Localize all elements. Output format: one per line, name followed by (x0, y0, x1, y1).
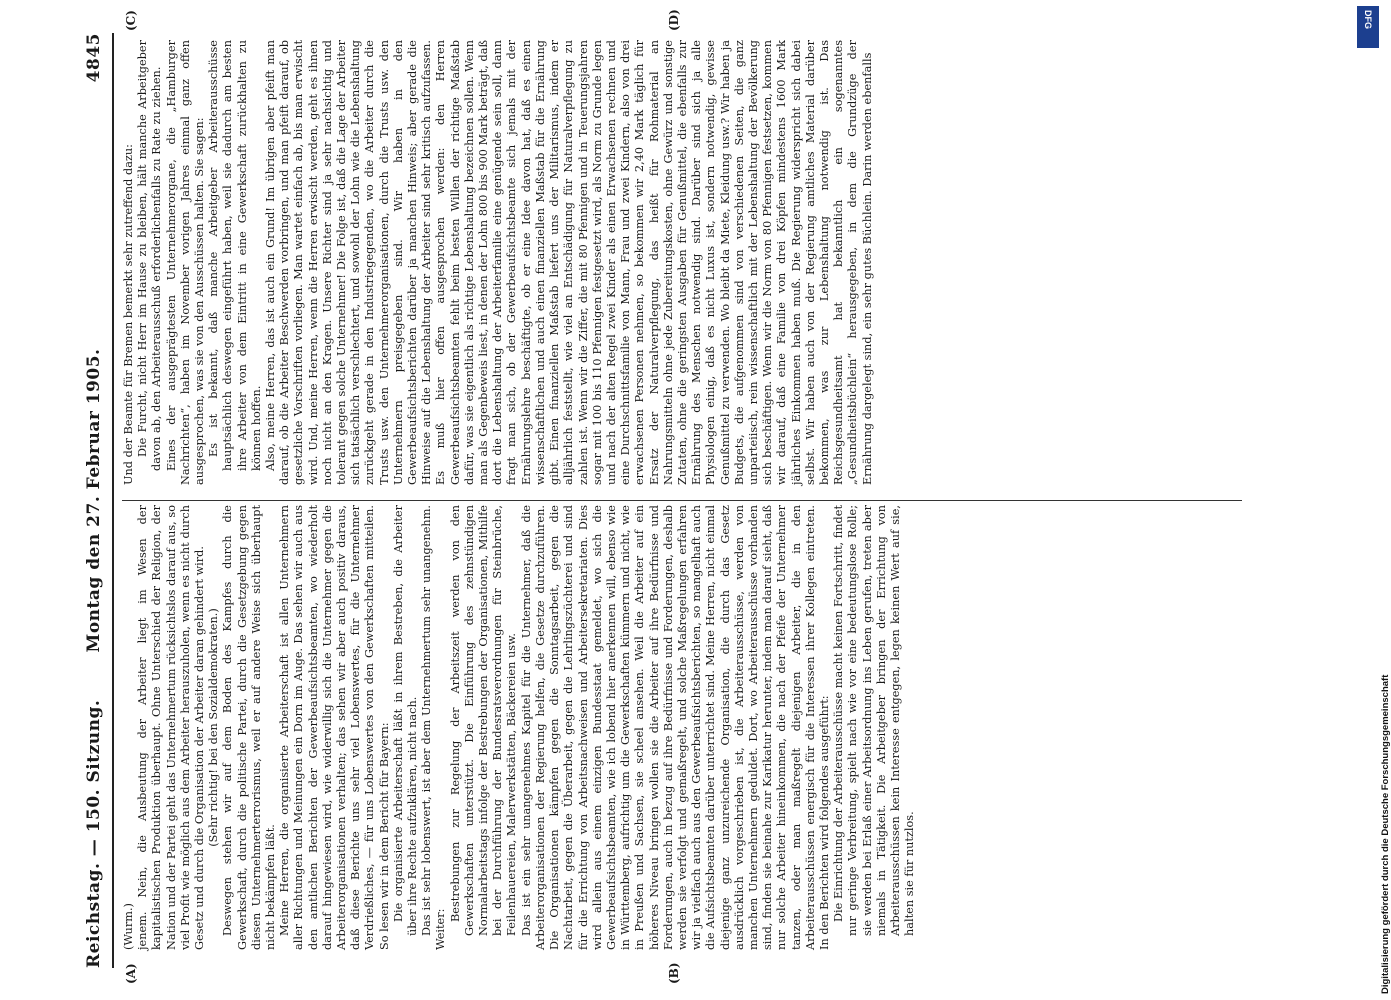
paragraph: Meine Herren, die organisierte Arbeiterschaft ist allen Unternehmern aller Richtungen und Meinungen ein Dorn im Auge. Das sehen wir auch aus den amtlichen Berichten der Gewerbeaufsichtsbeamten, wo wiederholt darauf hingewiesen wird, wie widerwillig sich die Unternehmer gegen die Arbeiterorganisationen verhalten; das sehen wir aber auch positiv daraus, daß diese Berichte uns sehr viel Lobenswertes, für die Unternehmer Verdrießliches, — für uns Lobenswertes von den Gewerkschaften mitteilen. So lesen wir in dem Bericht für Bayern: (278, 505, 391, 950)
digitization-credit (1353, 0, 1391, 1000)
header-date: Montag den 27. Februar 1905. (84, 348, 104, 653)
quotation: Die organisierte Arbeiterschaft läßt in ihrem Bestreben, die Arbeiter über ihre Rechte aufzuklären, nicht nach. (391, 505, 420, 936)
header-session: Reichstag. — 150. Sitzung. (84, 699, 104, 968)
marker-c: (C) (124, 10, 138, 31)
paragraph: Und der Beamte für Bremen bemerkt sehr zutreffend dazu: (122, 144, 135, 485)
quotation: Es ist bekannt, daß manche Arbeitgeber Arbeiterausschüsse hauptsächlich deswegen eingeführt haben, weil sie dadurch am besten ihre Arbeiter von dem Eintritt in eine Gewerkschaft zurückhalten zu können hoffen. (207, 40, 263, 471)
paragraph: jenem. Nein, die Ausbeutung der Arbeiter liegt im Wesen der kapitalistischen Produktion überhaupt. Ohne Unterschied der Religion, der Nation und der Partei geht das Unternehmertum rücksichtslos darauf aus, so viel Profit wie möglich aus dem Arbeiter herauszuholen, wenn es nicht durch Gesetz und durch die Organisation der Arbeiter daran gehindert wird. (136, 505, 207, 950)
paragraph: Also, meine Herren, das ist auch ein Grund! Im übrigen aber pfeift man darauf, ob die Arbeiter Beschwerden vorbringen, und man pfeift darauf, ob gesetzliche Vorschriften vorliegen. Man wartet einfach ab, bis man erwischt wird. Und, meine Herren, wenn die Herren erwischt werden, geht es ihnen noch nicht an den Kragen. Unsere Richter sind ja sehr nachsichtig und tolerant gegen solche Unternehmer! Die Folge ist, daß die Lage der Arbeiter sich tatsächlich verschlechtert, und sowohl der Lohn wie die Lebenshaltung zurückgeht gerade in den Industriegegenden, wo die Arbeiter durch die Trusts usw. den Unternehmerorganisationen, durch die Trusts usw. den Unternehmern preisgegeben sind. Wir haben in den Gewerbeaufsichtsberichten darüber ja manchen Hinweis; aber gerade die Hinweise auf die Lebenshaltung der Arbeiter sind sehr kritisch aufzufassen. Es muß hier offen ausgesprochen werden: den Herren Gewerbeaufsichtsbeamten fehlt beim besten Willen der richtige Maßstab dafür, was sie eigentlich als richtige Lebenshaltung bezeichnen sollen. Wenn man als Gegenbeweis liest, in denen der Lohn 800 bis 900 Mark beträgt, daß dort die Lebenshaltung der Arbeiterfamilie eine genügende sein soll, dann fragt man sich, ob der Gewerbeaufsichtsbeamte sich jemals mit der Ernährungslehre beschäftigte, ob er eine Idee davon hat, daß es einen wissenschaftlichen und auch einen finanziellen Maßstab für die Ernährung gibt. Einen finanziellen Maßstab liefert uns der Militarismus, indem er alljährlich feststellt, wie viel an Entschädigung für Naturalverpflegung zu zahlen ist. Wenn wir die Ziffer, die mit 80 Pfennigen und in Teuerungsjahren sogar mit 100 bis 110 Pfennigen festgesetzt wird, als Norm zu Grunde legen und nach der alten Regel zwei Kinder als einen Erwachsenen rechnen und eine Durchschnittsfamilie von Mann, Frau und zwei Kindern, also von drei erwachsenen Personen nehmen, so bekommen wir 2,40 Mark täglich für Ersatz der Naturalverpflegung, das heißt für Rohmaterial an Nahrungsmitteln ohne jede Zubereitungskosten, ohne Gewürz und sonstige Zutaten, ohne die geringsten Ausgaben für Genußmittel, die ebenfalls zur Ernährung des Menschen notwendig sind. Darüber sind sich ja alle Physiologen einig, daß es nicht Luxus ist, sondern notwendig, gewisse Genußmittel zu verwenden. Wo bleibt da Miete, Kleidung usw.? Wir haben ja Budgets, die aufgenommen sind von verschiedenen Seiten, die ganz unparteiisch, rein wissenschaftlich mit der Lebenshaltung der Bevölkerung sich beschäftigen. Wenn wir die Norm von 80 Pfennigen festsetzen, kommen wir darauf, daß eine Familie von drei Köpfen mindestens 1600 Mark jährliches Einkommen haben muß. Die Regierung widerspricht sich dabei selbst. Wir haben auch von der Regierung amtliches Material darüber bekommen, was zur Lebenshaltung notwendig ist. Das Reichsgesundheitsamt hat bekanntlich ein sogenanntes „Gesundheitsbüchlein“ herausgegeben, in dem die Grundzüge der Ernährung dargelegt sind, ein sehr gutes Büchlein. Darin werden ebenfalls (264, 40, 874, 485)
quotation: Bestrebungen zur Regelung der Arbeitszeit werden von den Gewerkschaften unterstützt. Die Einführung des zehnstündigen Normalarbeitstags infolge der Bestrebungen der Organisationen, Mithilfe bei der Durchführung der Bundesratsverordnungen für Steinbrüche, Feilenhauereien, Malerwerkstätten, Bäckereien usw. (448, 505, 519, 936)
paragraph: Das ist sehr lobenswert, ist aber dem Unternehmertum sehr unangenehm. Weiter: (420, 505, 448, 950)
paragraph: Das ist ein sehr unangenehmes Kapitel für die Unternehmer, daß die Arbeiterorganisationen der Regierung helfen, die Gesetze durchzuführen. Die Organisationen kämpfen gegen die Sonntagsarbeit, gegen die Nachtarbeit, gegen die Überarbeit, gegen die Lehrlingszüchterei und sind für die Errichtung von Arbeitsnachweisen und Arbeitersekretariaten. Dies wird allein aus einem einzigen Bundesstaat gemeldet, wo sich die Gewerbeaufsichtsbeamten, wie ich lobend hier anerkennen will, ebenso wie in Württemberg, aufrichtig um die Gewerkschaften kümmern und nicht, wie in Preußen und Sachsen, sie scheel ansehen. Weil die Arbeiter auf ein höheres Niveau bringen wollen sie die Arbeiter auf ihre Bedürfnisse und Forderungen, auch in bezug auf ihre Bedürfnisse und Forderungen, deshalb werden sie verfolgt und gemaßregelt, und solche Maßregelungen erfahren wir ja vielfach auch aus den Gewerbeaufsichtsberichten, so mangelhaft auch die Aufsichtsbeamten darüber unterrichtet sind. Meine Herren, nicht einmal diejenige ganz unzureichende Organisation, die durch das Gesetz ausdrücklich vorgeschrieben ist, die Arbeiterausschüsse, werden von manchen Unternehmern geduldet. Dort, wo Arbeiterausschüsse vorhanden sind, finden sie beinahe zur Karikatur herunter, indem man darauf sieht, daß nur solche Arbeiter hineinkommen, die nach der Pfeife der Unternehmer tanzen, oder man maßregelt diejenigen Arbeiter, die in den Arbeiterausschüssen energisch für die Interessen ihrer Kollegen eintreten. In den Berichten wird folgendes ausgeführt: (519, 505, 831, 950)
dfg-logo: DFG (1357, 6, 1379, 48)
quotation: Die Furcht, nicht Herr im Hause zu bleiben, hält manche Arbeitgeber davon ab, den Arbeiterausschuß erforderlichenfalls zu Rate zu ziehen. (136, 40, 164, 471)
header-rule (112, 33, 114, 968)
paragraph: Eines der ausgeprägtesten Unternehmerorgane, die „Hamburger Nachrichten“, haben im November vorigen Jahres einmal ganz offen ausgesprochen, was sie von den Ausschüssen halten. Sie sagen: (164, 40, 207, 485)
marker-d: (D) (667, 9, 681, 31)
page-header (82, 33, 112, 968)
page-number: 4845 (84, 33, 104, 83)
scanned-page (82, 9, 1262, 984)
column-divider (122, 500, 1242, 501)
marker-a: (A) (124, 963, 138, 984)
speaker-name: (Wurm.) (122, 903, 135, 950)
interjection: (Sehr richtig! bei den Sozialdemokraten.) (207, 608, 221, 847)
credit-text: Digitalisierung gefördert durch die Deutsche Forschungsgemeinschaft (1380, 674, 1391, 994)
right-column (122, 40, 875, 485)
left-column (122, 505, 917, 950)
paragraph: Deswegen stehen wir auf dem Boden des Kampfes durch die Gewerkschaft, durch die politische Partei, durch die Gesetzgebung gegen diesen Unternehmerterrorismus, weil er auf andere Weise sich überhaupt nicht bekämpfen läßt. (221, 505, 278, 950)
quotation: Die Einrichtung der Arbeiterausschüsse macht keinen Fortschritt, findet nur geringe Verbreitung, spielt nach wie vor eine bedeutungslose Rolle; sie werden bei Erlaß einer Arbeitsordnung ins Leben gerufen, treten aber niemals in Tätigkeit. Die Arbeitgeber bringen der Errichtung von Arbeiterausschüssen kein Interesse entgegen, legen keinen Wert auf sie, halten sie für nutzlos. (832, 505, 917, 936)
marker-b: (B) (667, 962, 681, 984)
